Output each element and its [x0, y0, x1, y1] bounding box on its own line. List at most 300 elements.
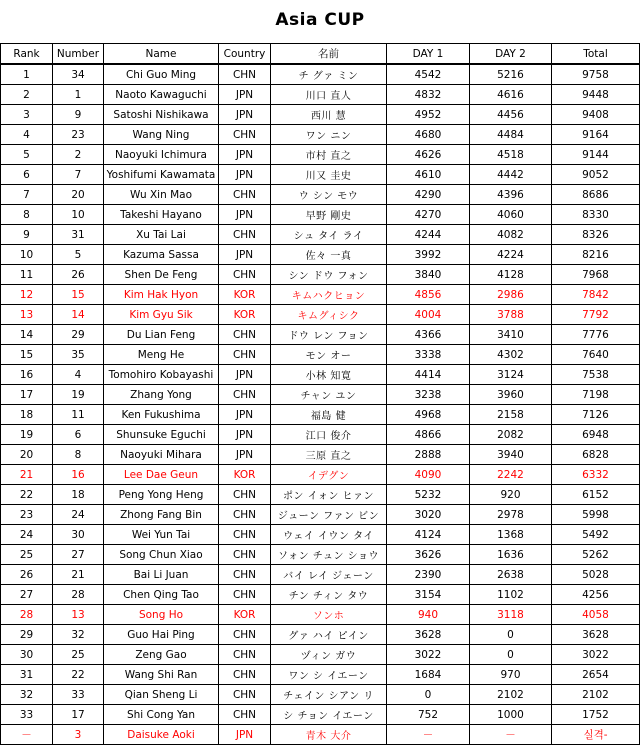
jp-name-cell: ドウ レン フョン	[271, 325, 387, 345]
table-row	[1, 565, 640, 585]
country-cell: CHN	[219, 225, 271, 245]
name-cell: Tomohiro Kobayashi	[104, 365, 219, 385]
country-cell: CHN	[219, 265, 271, 285]
country-cell: KOR	[219, 285, 271, 305]
total-cell: 8216	[552, 245, 640, 265]
jp-name-cell: 江口 俊介	[271, 425, 387, 445]
name-cell: Satoshi Nishikawa	[104, 105, 219, 125]
name-cell: Yoshifumi Kawamata	[104, 165, 219, 185]
rank-cell: 19	[1, 425, 53, 445]
rank-cell: 13	[1, 305, 53, 325]
number-cell: 18	[53, 485, 104, 505]
country-cell: CHN	[219, 705, 271, 725]
number-cell: 9	[53, 105, 104, 125]
day1-cell: 4968	[387, 405, 470, 425]
day2-cell: 0	[470, 625, 552, 645]
country-cell: JPN	[219, 725, 271, 745]
name-cell: Takeshi Hayano	[104, 205, 219, 225]
day2-cell: 4128	[470, 265, 552, 285]
day1-cell: 4004	[387, 305, 470, 325]
table-row	[1, 85, 640, 105]
number-cell: 17	[53, 705, 104, 725]
day1-cell: 4610	[387, 165, 470, 185]
day1-cell: 4866	[387, 425, 470, 445]
header-day1: DAY 1	[387, 44, 470, 65]
total-cell: 8686	[552, 185, 640, 205]
jp-name-cell: シュ タイ ライ	[271, 225, 387, 245]
day1-cell: 2888	[387, 445, 470, 465]
table-row	[1, 185, 640, 205]
header-day2: DAY 2	[470, 44, 552, 65]
rank-cell: 16	[1, 365, 53, 385]
jp-name-cell: グァ ハイ ピイン	[271, 625, 387, 645]
number-cell: 23	[53, 125, 104, 145]
jp-name-cell: ウ シン モウ	[271, 185, 387, 205]
rank-cell: 28	[1, 605, 53, 625]
day1-cell: 4542	[387, 64, 470, 85]
day1-cell: 3238	[387, 385, 470, 405]
day2-cell: 4442	[470, 165, 552, 185]
day1-cell: 3628	[387, 625, 470, 645]
table-row	[1, 145, 640, 165]
rank-cell: 12	[1, 285, 53, 305]
day1-cell: 3020	[387, 505, 470, 525]
country-cell: JPN	[219, 425, 271, 445]
rank-cell: 15	[1, 345, 53, 365]
rank-cell: 14	[1, 325, 53, 345]
number-cell: 30	[53, 525, 104, 545]
table-row	[1, 505, 640, 525]
table-row	[1, 445, 640, 465]
jp-name-cell: ソンホ	[271, 605, 387, 625]
total-cell: 2654	[552, 665, 640, 685]
name-cell: Naoto Kawaguchi	[104, 85, 219, 105]
table-row	[1, 365, 640, 385]
country-cell: CHN	[219, 585, 271, 605]
jp-name-cell: ワン ニン	[271, 125, 387, 145]
table-row	[1, 485, 640, 505]
name-cell: Zhang Yong	[104, 385, 219, 405]
number-cell: 28	[53, 585, 104, 605]
number-cell: 16	[53, 465, 104, 485]
jp-name-cell: 川口 直人	[271, 85, 387, 105]
name-cell: Naoyuki Ichimura	[104, 145, 219, 165]
rank-cell: 10	[1, 245, 53, 265]
total-cell: 7776	[552, 325, 640, 345]
rank-cell: 30	[1, 645, 53, 665]
rank-cell: 17	[1, 385, 53, 405]
day1-cell: 4290	[387, 185, 470, 205]
day1-cell: 2390	[387, 565, 470, 585]
day2-cell: 2242	[470, 465, 552, 485]
number-cell: 35	[53, 345, 104, 365]
jp-name-cell: ソォン チュン ショウ	[271, 545, 387, 565]
day1-cell: 1684	[387, 665, 470, 685]
day2-cell: 3960	[470, 385, 552, 405]
header-number: Number	[53, 44, 104, 65]
day1-cell: 4626	[387, 145, 470, 165]
jp-name-cell: バイ レイ ジェーン	[271, 565, 387, 585]
total-cell: 7538	[552, 365, 640, 385]
jp-name-cell: 西川 慧	[271, 105, 387, 125]
country-cell: CHN	[219, 645, 271, 665]
name-cell: Zhong Fang Bin	[104, 505, 219, 525]
name-cell: Shen De Feng	[104, 265, 219, 285]
day1-cell: 4680	[387, 125, 470, 145]
country-cell: KOR	[219, 605, 271, 625]
day2-cell: 4302	[470, 345, 552, 365]
day2-cell: 0	[470, 645, 552, 665]
number-cell: 6	[53, 425, 104, 445]
day2-cell: 4082	[470, 225, 552, 245]
rank-cell: 26	[1, 565, 53, 585]
country-cell: JPN	[219, 145, 271, 165]
table-row	[1, 405, 640, 425]
day2-cell: 1636	[470, 545, 552, 565]
name-cell: Naoyuki Mihara	[104, 445, 219, 465]
day1-cell: 3626	[387, 545, 470, 565]
table-row	[1, 585, 640, 605]
country-cell: CHN	[219, 345, 271, 365]
jp-name-cell: 市村 直之	[271, 145, 387, 165]
day1-cell: 4856	[387, 285, 470, 305]
name-cell: Song Chun Xiao	[104, 545, 219, 565]
name-cell: Lee Dae Geun	[104, 465, 219, 485]
day2-cell: 970	[470, 665, 552, 685]
day1-cell: 4244	[387, 225, 470, 245]
country-cell: JPN	[219, 365, 271, 385]
name-cell: Shunsuke Eguchi	[104, 425, 219, 445]
number-cell: 13	[53, 605, 104, 625]
day2-cell: 4060	[470, 205, 552, 225]
table-row	[1, 245, 640, 265]
number-cell: 27	[53, 545, 104, 565]
rank-cell: 7	[1, 185, 53, 205]
page-title: Asia CUP	[275, 10, 365, 30]
rank-cell: 11	[1, 265, 53, 285]
table-row	[1, 605, 640, 625]
country-cell: CHN	[219, 625, 271, 645]
name-cell: Xu Tai Lai	[104, 225, 219, 245]
day1-cell: 5232	[387, 485, 470, 505]
jp-name-cell: ヅィン ガウ	[271, 645, 387, 665]
name-cell: Meng He	[104, 345, 219, 365]
day2-cell: 2986	[470, 285, 552, 305]
number-cell: 7	[53, 165, 104, 185]
total-cell: 1752	[552, 705, 640, 725]
jp-name-cell: キムハクヒョン	[271, 285, 387, 305]
jp-name-cell: 川又 圭史	[271, 165, 387, 185]
jp-name-cell: モン オー	[271, 345, 387, 365]
day2-cell: 3788	[470, 305, 552, 325]
day1-cell: 3840	[387, 265, 470, 285]
jp-name-cell: 三原 直之	[271, 445, 387, 465]
day1-cell: 940	[387, 605, 470, 625]
rank-cell: 6	[1, 165, 53, 185]
total-cell: 5998	[552, 505, 640, 525]
total-cell: 3628	[552, 625, 640, 645]
day2-cell: 2102	[470, 685, 552, 705]
day1-cell: 3154	[387, 585, 470, 605]
jp-name-cell: ウェイ イウン タイ	[271, 525, 387, 545]
day2-cell: 3118	[470, 605, 552, 625]
country-cell: CHN	[219, 64, 271, 85]
number-cell: 4	[53, 365, 104, 385]
day1-cell: 3338	[387, 345, 470, 365]
day2-cell: 2082	[470, 425, 552, 445]
total-cell: 9164	[552, 125, 640, 145]
jp-name-cell: チェイン シアン リ	[271, 685, 387, 705]
header-rank: Rank	[1, 44, 53, 65]
rank-cell: 1	[1, 64, 53, 85]
number-cell: 26	[53, 265, 104, 285]
day1-cell: 4414	[387, 365, 470, 385]
country-cell: JPN	[219, 205, 271, 225]
table-row	[1, 645, 640, 665]
table-row	[1, 345, 640, 365]
number-cell: 25	[53, 645, 104, 665]
total-cell: 9144	[552, 145, 640, 165]
day2-cell: 2158	[470, 405, 552, 425]
header-name: Name	[104, 44, 219, 65]
number-cell: 5	[53, 245, 104, 265]
rank-cell: 21	[1, 465, 53, 485]
country-cell: CHN	[219, 125, 271, 145]
total-cell: 3022	[552, 645, 640, 665]
country-cell: CHN	[219, 685, 271, 705]
table-row	[1, 425, 640, 445]
country-cell: CHN	[219, 525, 271, 545]
name-cell: Ken Fukushima	[104, 405, 219, 425]
name-cell: Qian Sheng Li	[104, 685, 219, 705]
jp-name-cell: 小林 知寛	[271, 365, 387, 385]
number-cell: 11	[53, 405, 104, 425]
day2-cell: 5216	[470, 64, 552, 85]
country-cell: KOR	[219, 305, 271, 325]
table-row	[1, 525, 640, 545]
day2-cell: 2978	[470, 505, 552, 525]
rank-cell: －	[1, 725, 53, 745]
total-cell: 7198	[552, 385, 640, 405]
day2-cell: －	[470, 725, 552, 745]
day2-cell: 920	[470, 485, 552, 505]
total-cell: 7126	[552, 405, 640, 425]
total-cell: 5262	[552, 545, 640, 565]
name-cell: Du Lian Feng	[104, 325, 219, 345]
rank-cell: 9	[1, 225, 53, 245]
number-cell: 8	[53, 445, 104, 465]
rank-cell: 18	[1, 405, 53, 425]
table-row	[1, 225, 640, 245]
total-cell: 8330	[552, 205, 640, 225]
rank-cell: 5	[1, 145, 53, 165]
total-cell: 7792	[552, 305, 640, 325]
total-cell: 9448	[552, 85, 640, 105]
number-cell: 21	[53, 565, 104, 585]
rank-cell: 31	[1, 665, 53, 685]
total-cell: 6332	[552, 465, 640, 485]
day1-cell: 4952	[387, 105, 470, 125]
name-cell: Zeng Gao	[104, 645, 219, 665]
total-cell: 4256	[552, 585, 640, 605]
name-cell: Peng Yong Heng	[104, 485, 219, 505]
day1-cell: 752	[387, 705, 470, 725]
day2-cell: 2638	[470, 565, 552, 585]
country-cell: CHN	[219, 185, 271, 205]
country-cell: KOR	[219, 465, 271, 485]
number-cell: 14	[53, 305, 104, 325]
country-cell: CHN	[219, 485, 271, 505]
total-cell: 6828	[552, 445, 640, 465]
day2-cell: 1368	[470, 525, 552, 545]
name-cell: Bai Li Juan	[104, 565, 219, 585]
jp-name-cell: チン チィン タウ	[271, 585, 387, 605]
table-row	[1, 205, 640, 225]
country-cell: CHN	[219, 565, 271, 585]
jp-name-cell: シ チョン イエーン	[271, 705, 387, 725]
number-cell: 1	[53, 85, 104, 105]
number-cell: 29	[53, 325, 104, 345]
number-cell: 2	[53, 145, 104, 165]
name-cell: Wu Xin Mao	[104, 185, 219, 205]
rank-cell: 3	[1, 105, 53, 125]
number-cell: 19	[53, 385, 104, 405]
day2-cell: 4456	[470, 105, 552, 125]
rank-cell: 27	[1, 585, 53, 605]
header-total: Total	[552, 44, 640, 65]
day2-cell: 3410	[470, 325, 552, 345]
country-cell: JPN	[219, 165, 271, 185]
number-cell: 10	[53, 205, 104, 225]
jp-name-cell: ワン シ イエーン	[271, 665, 387, 685]
day1-cell: 0	[387, 685, 470, 705]
country-cell: JPN	[219, 105, 271, 125]
results-table	[0, 43, 640, 745]
table-row	[1, 285, 640, 305]
name-cell: Wang Shi Ran	[104, 665, 219, 685]
table-row	[1, 465, 640, 485]
number-cell: 20	[53, 185, 104, 205]
day1-cell: 3992	[387, 245, 470, 265]
total-cell: 2102	[552, 685, 640, 705]
name-cell: Wang Ning	[104, 125, 219, 145]
jp-name-cell: 佐々 一真	[271, 245, 387, 265]
rank-cell: 4	[1, 125, 53, 145]
table-row	[1, 625, 640, 645]
name-cell: Wei Yun Tai	[104, 525, 219, 545]
total-cell: 7640	[552, 345, 640, 365]
jp-name-cell: 青木 大介	[271, 725, 387, 745]
rank-cell: 22	[1, 485, 53, 505]
rank-cell: 25	[1, 545, 53, 565]
day1-cell: 3022	[387, 645, 470, 665]
name-cell: Chi Guo Ming	[104, 64, 219, 85]
day2-cell: 4616	[470, 85, 552, 105]
table-row	[1, 665, 640, 685]
country-cell: CHN	[219, 325, 271, 345]
total-cell: 7968	[552, 265, 640, 285]
number-cell: 33	[53, 685, 104, 705]
rank-cell: 23	[1, 505, 53, 525]
table-row	[1, 545, 640, 565]
day2-cell: 4518	[470, 145, 552, 165]
name-cell: Shi Cong Yan	[104, 705, 219, 725]
total-cell: 4058	[552, 605, 640, 625]
table-row	[1, 105, 640, 125]
jp-name-cell: ジューン ファン ビン	[271, 505, 387, 525]
rank-cell: 8	[1, 205, 53, 225]
day1-cell: 4832	[387, 85, 470, 105]
country-cell: CHN	[219, 545, 271, 565]
country-cell: CHN	[219, 505, 271, 525]
jp-name-cell: イデグン	[271, 465, 387, 485]
number-cell: 22	[53, 665, 104, 685]
number-cell: 32	[53, 625, 104, 645]
day2-cell: 4484	[470, 125, 552, 145]
country-cell: CHN	[219, 385, 271, 405]
table-row	[1, 305, 640, 325]
name-cell: Daisuke Aoki	[104, 725, 219, 745]
jp-name-cell: 早野 剛史	[271, 205, 387, 225]
jp-name-cell: チ グァ ミン	[271, 64, 387, 85]
table-row	[1, 325, 640, 345]
day1-cell: －	[387, 725, 470, 745]
day2-cell: 1000	[470, 705, 552, 725]
country-cell: CHN	[219, 665, 271, 685]
total-cell: 7842	[552, 285, 640, 305]
day2-cell: 1102	[470, 585, 552, 605]
total-cell: 9408	[552, 105, 640, 125]
total-cell: 6152	[552, 485, 640, 505]
table-row	[1, 705, 640, 725]
number-cell: 3	[53, 725, 104, 745]
total-cell: 6948	[552, 425, 640, 445]
number-cell: 24	[53, 505, 104, 525]
total-cell: 8326	[552, 225, 640, 245]
name-cell: Kazuma Sassa	[104, 245, 219, 265]
name-cell: Kim Hak Hyon	[104, 285, 219, 305]
rank-cell: 2	[1, 85, 53, 105]
country-cell: JPN	[219, 85, 271, 105]
number-cell: 34	[53, 64, 104, 85]
table-row	[1, 685, 640, 705]
day1-cell: 4124	[387, 525, 470, 545]
jp-name-cell: チャン ユン	[271, 385, 387, 405]
rank-cell: 33	[1, 705, 53, 725]
day2-cell: 3940	[470, 445, 552, 465]
day2-cell: 3124	[470, 365, 552, 385]
header-row	[1, 44, 640, 65]
name-cell: Guo Hai Ping	[104, 625, 219, 645]
rank-cell: 29	[1, 625, 53, 645]
header-country: Country	[219, 44, 271, 65]
day1-cell: 4270	[387, 205, 470, 225]
jp-name-cell: シン ドウ フォン	[271, 265, 387, 285]
table-row	[1, 385, 640, 405]
jp-name-cell: ポン イォン ヒァン	[271, 485, 387, 505]
total-cell: 9758	[552, 64, 640, 85]
rank-cell: 20	[1, 445, 53, 465]
day2-cell: 4396	[470, 185, 552, 205]
rank-cell: 32	[1, 685, 53, 705]
country-cell: JPN	[219, 245, 271, 265]
table-row	[1, 125, 640, 145]
header-jp-name: 名前	[271, 44, 387, 65]
name-cell: Song Ho	[104, 605, 219, 625]
total-cell: 5492	[552, 525, 640, 545]
day1-cell: 4090	[387, 465, 470, 485]
table-row	[1, 64, 640, 85]
